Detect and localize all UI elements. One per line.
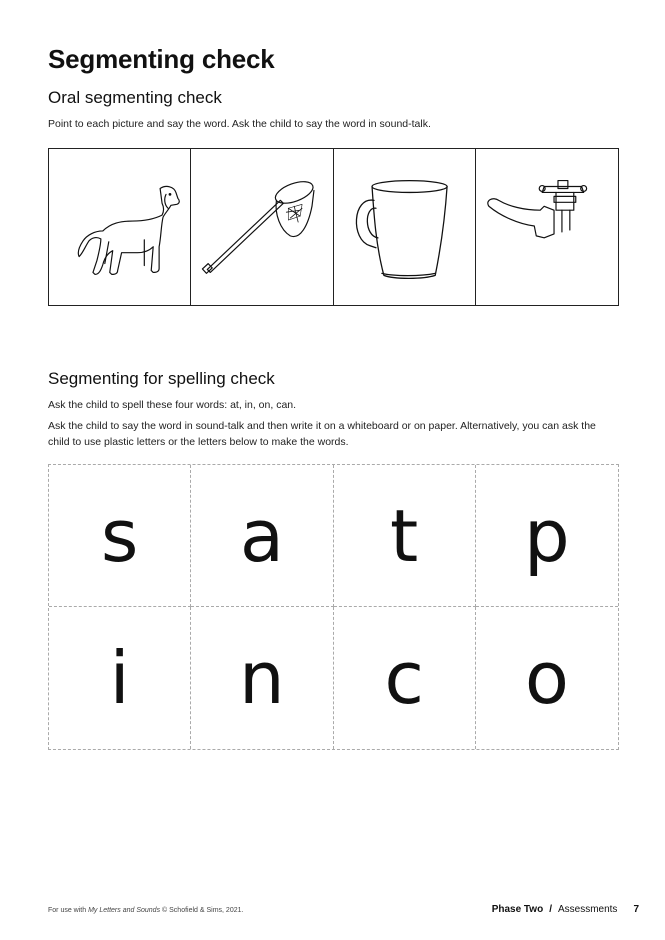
net-icon (191, 149, 332, 305)
spelling-heading: Segmenting for spelling check (48, 369, 275, 388)
footer-prefix: For use with (48, 907, 89, 914)
footer-copyright: © Schofield & Sims, 2021. (160, 907, 244, 914)
page-title: Segmenting check (48, 44, 275, 74)
picture-cell-tap (476, 149, 618, 305)
footer-book-title: My Letters and Sounds (88, 907, 161, 914)
oral-heading: Oral segmenting check (48, 88, 222, 107)
letter-card: t (334, 465, 476, 607)
letter-card: p (476, 465, 618, 607)
picture-cell-dog (49, 149, 191, 305)
spelling-instruction-1: Ask the child to spell these four words: at, in, on, can. (48, 399, 297, 411)
dog-icon (49, 149, 190, 305)
cup-icon (334, 149, 475, 305)
letter-card: s (49, 465, 191, 607)
oral-instruction: Point to each picture and say the word. Ask the child to say the word in sound-talk. (48, 118, 431, 130)
picture-cell-cup (334, 149, 476, 305)
letter-card: a (191, 465, 333, 607)
footer-separator: / (549, 904, 552, 915)
footer-credit (48, 907, 243, 914)
picture-grid (48, 148, 619, 306)
letter-card-grid (48, 464, 619, 750)
letter-card: o (524, 636, 569, 720)
spelling-instruction-2: Ask the child to say the word in sound-talk and then write it on a whiteboard or on paper. Alternatively, you can ask the child to use plastic letters or the letters below to make the words. (48, 420, 596, 448)
page-number: 7 (633, 904, 639, 915)
footer-section (492, 904, 639, 915)
letter-card: i (49, 607, 191, 749)
footer-phase: Phase Two (491, 904, 544, 915)
picture-cell-net (191, 149, 333, 305)
letter-card: c (334, 607, 476, 749)
tap-icon (476, 149, 618, 305)
footer-section-label: Assessments (557, 904, 618, 915)
letter-card: n (191, 607, 333, 749)
